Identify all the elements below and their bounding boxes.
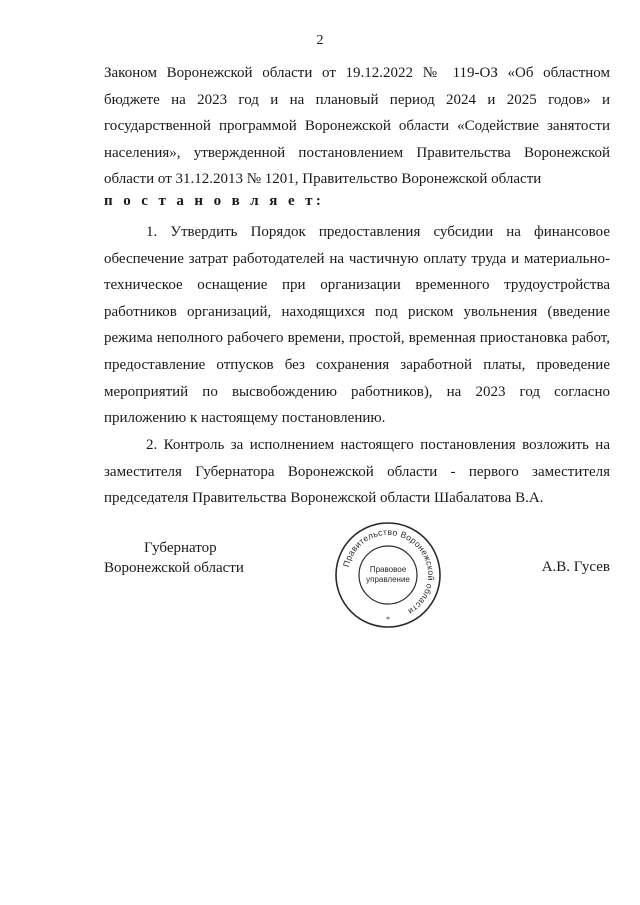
intro-text: Законом Воронежской области от 19.12.2022 № 119-ОЗ «Об областном бюджете на 2023 год и на плановый период 2024 и 2025 годов» и государственной программой Воронежской области «Содействие занятости населения», утвержденной постановлением Правительства Воронежской области от 31.12.2013 № 1201, Правительство Воронежской области bbox=[104, 65, 610, 188]
signatory-position bbox=[104, 538, 244, 578]
decree-word: п о с т а н о в л я е т: bbox=[104, 193, 325, 209]
stamp-star-mark: * bbox=[386, 615, 390, 624]
stamp-center-label bbox=[363, 551, 413, 599]
stamp-ring-textpath: Правительство Воронежской области bbox=[340, 526, 437, 617]
stamp-center-line1: Правовое bbox=[369, 565, 407, 574]
stamp-center-line2: управление bbox=[366, 575, 410, 584]
signatory-position-line1: Губернатор bbox=[144, 540, 217, 556]
page-number: 2 bbox=[316, 33, 324, 48]
signatory-name: А.В. Гусев bbox=[541, 559, 610, 575]
item-1-paragraph: 1. Утвердить Порядок предоставления субсидии на финансовое обеспечение затрат работодателей на частичную оплату труда и материально-техническое оснащение при организации временного трудоустройства работников организаций, находящихся под риском увольнения (введение режима неполного рабочего времени, простой, временная приостановка работ, предоставление отпусков без сохранения заработной платы, проведение мероприятий по высвобождению работников), на 2023 год согласно приложению к настоящему постановлению. bbox=[104, 224, 610, 427]
legal-department-stamp bbox=[333, 520, 443, 630]
item-2-paragraph: 2. Контроль за исполнением настоящего постановления возложить на заместителя Губернатора Воронежской области - первого заместителя председателя Правительства Воронежской области Шабалатова В.А. bbox=[104, 437, 610, 507]
signatory-position-line2: Воронежской области bbox=[104, 560, 244, 576]
intro-paragraph bbox=[104, 60, 610, 193]
